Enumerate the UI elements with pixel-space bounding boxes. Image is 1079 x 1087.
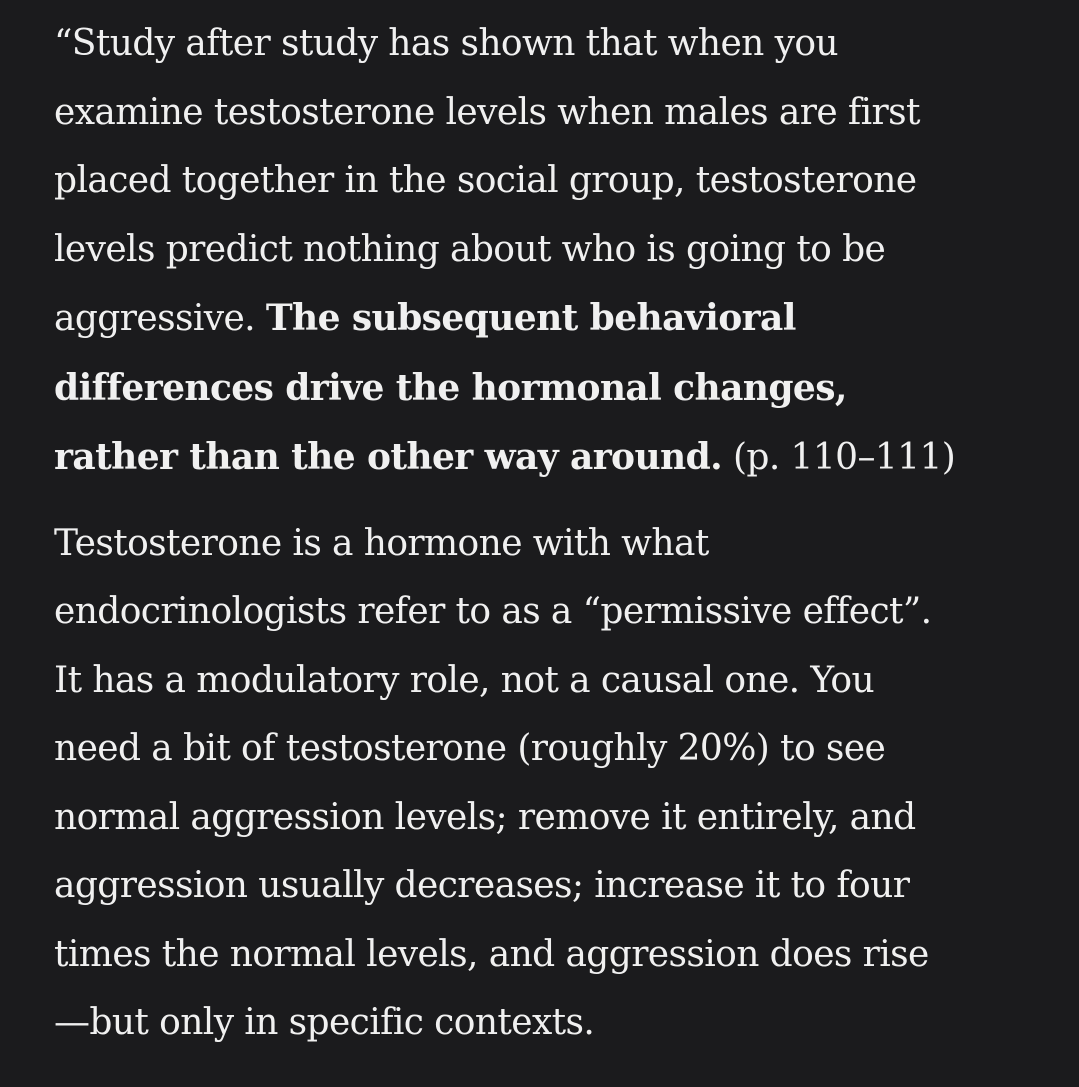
explanation-line: normal aggression levels; remove it entirely, and: [54, 796, 916, 838]
quote-paragraph: [54, 10, 1064, 493]
explanation-line: aggression usually decreases; increase it to four: [54, 865, 910, 906]
article-body: [54, 10, 1064, 1058]
explanation-line: Testosterone is a hormone with what: [54, 522, 709, 564]
quote-line: levels predict nothing about who is going to be: [54, 228, 886, 270]
page-citation: (p. 110–111): [722, 437, 956, 478]
quote-emphasis: rather than the other way around.: [54, 436, 723, 478]
quote-line: “Study after study has shown that when you: [54, 23, 839, 64]
explanation-line: —but only in specific contexts.: [54, 1002, 595, 1043]
quote-emphasis: The subsequent behavioral: [265, 297, 796, 339]
explanation-line: It has a modulatory role, not a causal one. You: [54, 659, 875, 701]
explanation-paragraph: [54, 510, 1064, 1058]
quote-emphasis: differences drive the hormonal changes,: [54, 366, 847, 409]
explanation-line: times the normal levels, and aggression does rise: [54, 933, 929, 975]
quote-line: aggressive.: [54, 298, 266, 339]
quote-line: examine testosterone levels when males are first: [54, 91, 920, 133]
explanation-line: endocrinologists refer to as a “permissive effect”.: [54, 591, 932, 632]
explanation-line: need a bit of testosterone (roughly 20%) to see: [54, 728, 886, 769]
quote-line: placed together in the social group, testosterone: [54, 160, 917, 201]
